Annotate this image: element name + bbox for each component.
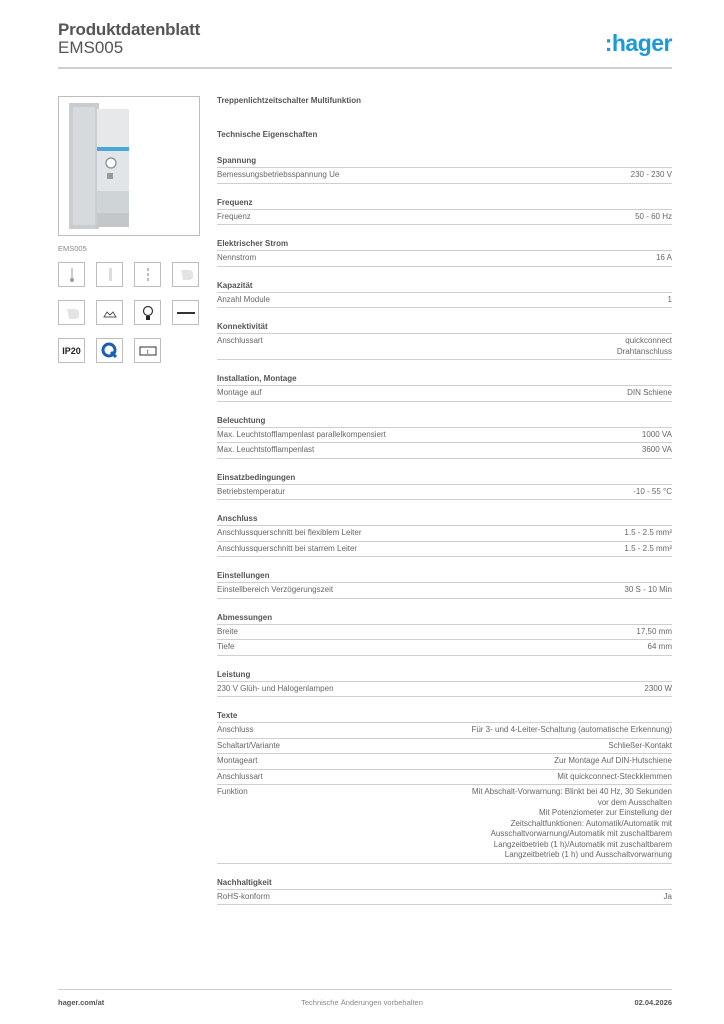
spec-row [217, 583, 672, 599]
spec-group-title: Nachhaltigkeit [217, 878, 672, 890]
spec-row [217, 485, 672, 501]
footer-date: 02.04.2026 [634, 998, 672, 1007]
spec-row [217, 334, 672, 360]
spec-row [217, 754, 672, 770]
spec-value: 3600 VA [641, 445, 672, 454]
spec-group [217, 878, 672, 906]
footer-divider [58, 989, 672, 990]
spec-content [217, 96, 672, 905]
spec-group-title: Beleuchtung [217, 416, 672, 428]
spec-value: Ja [663, 891, 672, 901]
spec-group [217, 473, 672, 501]
page-title: Produktdatenblatt [58, 20, 201, 39]
spec-value: Zur Montage Auf DIN-Hutschiene [554, 756, 672, 765]
spec-group-title: Leistung [217, 670, 672, 682]
spec-row [217, 785, 672, 864]
spec-group [217, 239, 672, 267]
spec-row [217, 526, 672, 542]
fuse-icon [96, 262, 123, 287]
spec-group-title: Installation, Montage [217, 374, 672, 386]
spec-row [217, 293, 672, 309]
spec-row [217, 168, 672, 184]
hager-logo: :hager [604, 30, 672, 56]
section-title: Technische Eigenschaften [217, 130, 318, 139]
spec-groups [217, 156, 672, 905]
spec-value: -10 - 55 °C [633, 486, 672, 496]
spec-value: 16 A [655, 253, 672, 262]
spec-group-title: Frequenz [217, 198, 672, 210]
product-image-caption: EMS005 [58, 244, 87, 253]
spec-label: Betriebstemperatur [217, 486, 286, 496]
spec-label: Funktion [217, 787, 248, 796]
spec-label: Anschlussart [217, 336, 263, 345]
spec-group-title: Spannung [217, 156, 672, 168]
spec-row [217, 739, 672, 755]
spec-row [217, 443, 672, 459]
spec-value: Für 3- und 4-Leiter-Schaltung (automatische Erkennung) [471, 725, 672, 734]
spec-value: 50 - 60 Hz [635, 211, 672, 221]
spec-value: 64 mm [647, 642, 672, 651]
spec-group-title: Kapazität [217, 281, 672, 293]
din-rail-icon [134, 338, 161, 363]
ip20-icon [58, 338, 85, 363]
hand-icon [58, 300, 85, 325]
spec-value: 30 S - 10 Min [624, 585, 672, 594]
spec-group-title: Einsatzbedingungen [217, 473, 672, 485]
spec-value: Mit Abschalt-Vorwarnung: Blinkt bei 40 Hz, 30 Sekunden vor dem Ausschalten Mit Potenziometer zur Einstellung der Zeitschaltfunktionen: Automatik/Automatik mit Ausschaltvorwarnung/Automatik mit zuschaltbarem Langzeitbetrieb (1 h)/Automatik mit zuschaltbarem Langzeitbetrieb (1 h) und Ausschaltvorwarnung [471, 787, 672, 859]
spec-value: 230 - 230 V [630, 170, 672, 179]
spec-label: Einstellbereich Verzögerungszeit [217, 585, 334, 594]
product-name: Treppenlichtzeitschalter Multifunktion [217, 96, 362, 105]
spec-label: Tiefe [217, 642, 235, 651]
spec-label: Max. Leuchtstofflampenlast parallelkompensiert [217, 429, 386, 439]
footer-website-link[interactable]: hager.com/at [58, 998, 105, 1007]
spec-group [217, 670, 672, 698]
spec-value: 1 [667, 294, 672, 304]
spec-group [217, 571, 672, 599]
spec-label: Bemessungsbetriebsspannung Ue [217, 170, 340, 179]
spec-group [217, 711, 672, 864]
spec-value: Mit quickconnect-Steckklemmen [557, 771, 672, 781]
spec-group [217, 198, 672, 226]
spec-label: Nennstrom [217, 253, 257, 262]
spec-value: DIN Schiene [627, 388, 672, 397]
fuse-icon [134, 262, 161, 287]
fuse-icon [58, 262, 85, 287]
spec-row [217, 428, 672, 444]
spec-value: 2300 W [644, 683, 672, 693]
spec-row [217, 682, 672, 698]
spec-label: Anschluss [217, 725, 254, 734]
spec-group [217, 416, 672, 459]
header-divider [58, 67, 672, 69]
spec-value: Schließer-Kontakt [608, 740, 672, 750]
spec-row [217, 251, 672, 267]
spec-label: Montage auf [217, 388, 262, 397]
spec-label: Montageart [217, 756, 258, 765]
spec-label: Frequenz [217, 211, 251, 221]
spec-group-title: Texte [217, 711, 672, 723]
spec-label: Schaltart/Variante [217, 740, 280, 750]
spec-label: RoHS-konform [217, 891, 270, 901]
spec-label: Anzahl Module [217, 294, 270, 304]
spec-row [217, 386, 672, 402]
ceiling-light-icon [96, 300, 123, 325]
spec-value: 1000 VA [641, 429, 672, 439]
spec-label: Anschlussquerschnitt bei flexiblem Leiter [217, 528, 362, 537]
spec-group-title: Einstellungen [217, 571, 672, 583]
spec-group-title: Elektrischer Strom [217, 239, 672, 251]
spec-value: quickconnect Drahtanschluss [616, 336, 672, 356]
spec-group [217, 374, 672, 402]
spec-group [217, 156, 672, 184]
switch-icon [172, 262, 199, 287]
spec-label: Anschlussquerschnitt bei starrem Leiter [217, 543, 358, 553]
spec-group [217, 322, 672, 360]
spec-value: 1.5 - 2.5 mm² [624, 543, 672, 553]
spec-row [217, 890, 672, 906]
tube-lamp-icon [172, 300, 199, 325]
spec-row [217, 723, 672, 739]
quickconnect-icon [96, 338, 123, 363]
spec-row [217, 542, 672, 558]
spec-group [217, 613, 672, 656]
spec-row [217, 770, 672, 786]
spec-label: Max. Leuchtstofflampenlast [217, 445, 315, 454]
svg-text:t: t [146, 349, 149, 356]
spec-group [217, 281, 672, 309]
spec-value: 17,50 mm [636, 626, 672, 636]
spec-label: Anschlussart [217, 771, 263, 781]
spec-group-title: Konnektivität [217, 322, 672, 334]
spec-group-title: Anschluss [217, 514, 672, 526]
footer-notice: Technische Änderungen vorbehalten [301, 998, 423, 1007]
spec-label: Breite [217, 626, 238, 636]
spec-row [217, 210, 672, 226]
product-code: EMS005 [58, 38, 124, 57]
bulb-icon [134, 300, 161, 325]
product-image [58, 96, 200, 236]
spec-row [217, 625, 672, 641]
spec-group-title: Abmessungen [217, 613, 672, 625]
spec-label: 230 V Glüh- und Halogenlampen [217, 683, 334, 693]
ip20-label: IP20 [62, 345, 81, 356]
spec-row [217, 640, 672, 656]
spec-group [217, 514, 672, 557]
spec-value: 1.5 - 2.5 mm² [624, 528, 672, 537]
